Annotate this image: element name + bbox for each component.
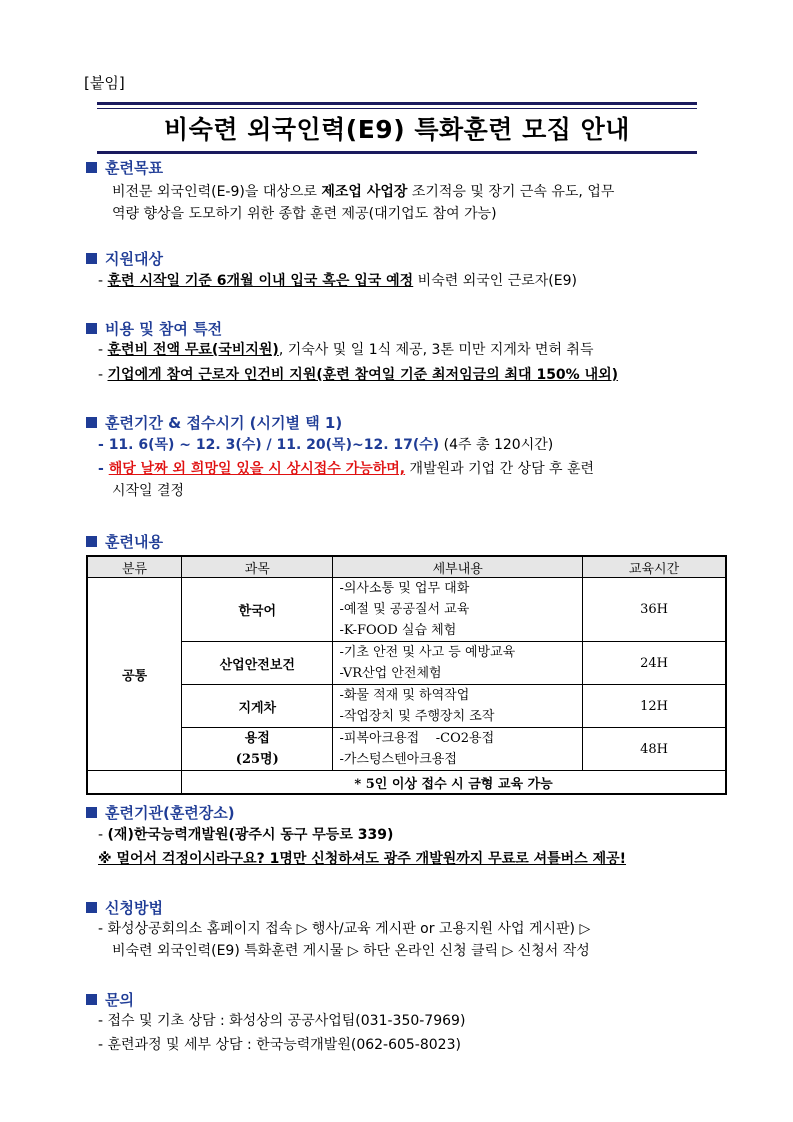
details-cell: -기초 안전 및 사고 등 예방교육 -VR산업 안전체험: [333, 642, 583, 685]
details-cell: -화물 적재 및 하역작업 -작업장치 및 주행장치 조작: [333, 685, 583, 728]
section-target-heading: 지원대상: [86, 248, 163, 269]
section-goal-heading: 훈련목표: [86, 157, 163, 178]
subject-cell: 한국어: [182, 578, 333, 642]
header-details: 세부내용: [333, 556, 583, 578]
hours-cell: 48H: [583, 728, 726, 771]
period-line-2: - 해당 날짜 외 희망일 있을 시 상시접수 가능하며, 개발원과 기업 간 상담 후 훈련: [98, 461, 595, 477]
section-institution-heading: 훈련기관(훈련장소): [86, 802, 235, 823]
table-row: [87, 728, 726, 771]
attachment-label: [붙임]: [84, 74, 125, 92]
square-bullet-icon: [86, 536, 97, 547]
section-apply-heading: 신청방법: [86, 897, 163, 918]
details-cell: -의사소통 및 업무 대화 -예절 및 공공질서 교육 -K-FOOD 실습 체험: [333, 578, 583, 642]
goal-line-1: 비전문 외국인력(E-9)을 대상으로 제조업 사업장 조기적응 및 장기 근속 유도, 업무: [112, 184, 615, 200]
target-line: - 훈련 시작일 기준 6개월 이내 입국 혹은 입국 예정 비숙련 외국인 근로자(E9): [98, 273, 577, 289]
institution-line-1: - (재)한국능력개발원(광주시 동구 무등로 339): [98, 827, 394, 843]
details-cell: -피복아크용접 -CO2용접 -가스텅스텐아크용접: [333, 728, 583, 771]
subject-cell: 용접 (25명): [182, 728, 333, 771]
subject-cell: 산업안전보건: [182, 642, 333, 685]
square-bullet-icon: [86, 162, 97, 173]
header-category: 분류: [87, 556, 182, 578]
category-cell: 공통: [87, 578, 182, 771]
table-row: [87, 578, 726, 642]
square-bullet-icon: [86, 417, 97, 428]
section-benefit-heading: 비용 및 참여 특전: [86, 318, 222, 339]
page-title: 비숙련 외국인력(E9) 특화훈련 모집 안내: [164, 115, 630, 144]
header-subject: 과목: [182, 556, 333, 578]
square-bullet-icon: [86, 807, 97, 818]
benefit-line-1: - 훈련비 전액 무료(국비지원), 기숙사 및 일 1식 제공, 3톤 미만 지게차 면허 취득: [98, 342, 594, 358]
hours-cell: 36H: [583, 578, 726, 642]
square-bullet-icon: [86, 323, 97, 334]
benefit-line-2: - 기업에게 참여 근로자 인건비 지원(훈련 참여일 기준 최저임금의 최대 150% 내외): [98, 367, 619, 383]
table-footnote: * 5인 이상 접수 시 금형 교육 가능: [182, 771, 726, 795]
section-content-heading: 훈련내용: [86, 531, 163, 552]
header-hours: 교육시간: [583, 556, 726, 578]
title-box: [97, 102, 697, 154]
contact-line-2: - 훈련과정 및 세부 상담 : 한국능력개발원(062-605-8023): [98, 1037, 461, 1053]
square-bullet-icon: [86, 994, 97, 1005]
period-line-1: - 11. 6(목) ~ 12. 3(수) / 11. 20(목)~12. 17(수) (4주 총 120시간): [98, 437, 554, 453]
square-bullet-icon: [86, 253, 97, 264]
table-row: [87, 642, 726, 685]
period-line-3: 시작일 결정: [112, 483, 185, 499]
institution-line-2: ※ 멀어서 걱정이시라구요? 1명만 신청하셔도 광주 개발원까지 무료로 셔틀버스 제공!: [98, 851, 627, 867]
table-footnote-row: [87, 771, 726, 795]
subject-cell: 지게차: [182, 685, 333, 728]
hours-cell: 24H: [583, 642, 726, 685]
table-header-row: [87, 556, 726, 578]
section-contact-heading: 문의: [86, 989, 134, 1010]
goal-line-2: 역량 향상을 도모하기 위한 종합 훈련 제공(대기업도 참여 가능): [112, 206, 497, 222]
square-bullet-icon: [86, 902, 97, 913]
apply-line-2: 비숙련 외국인력(E9) 특화훈련 게시물 ▷ 하단 온라인 신청 클릭 ▷ 신청서 작성: [112, 943, 590, 959]
hours-cell: 12H: [583, 685, 726, 728]
table-row: [87, 685, 726, 728]
section-period-heading: 훈련기간 & 접수시기 (시기별 택 1): [86, 412, 342, 433]
contact-line-1: - 접수 및 기초 상담 : 화성상의 공공사업팀(031-350-7969): [98, 1013, 466, 1029]
training-table: [86, 555, 727, 795]
apply-line-1: - 화성상공회의소 홈페이지 접속 ▷ 행사/교육 게시판 or 고용지원 사업 게시판) ▷: [98, 921, 591, 937]
